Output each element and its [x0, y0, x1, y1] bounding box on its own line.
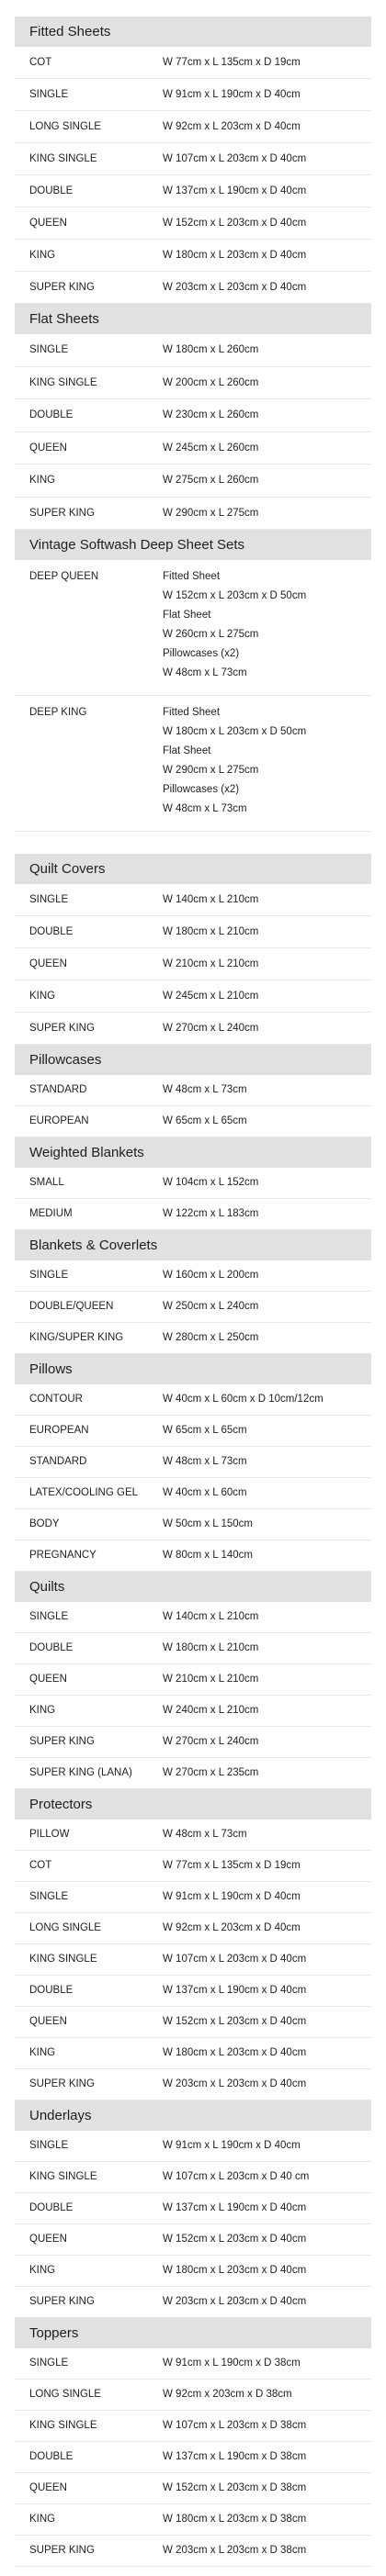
size-label: CONTOUR: [29, 1394, 83, 1405]
size-label: PREGNANCY: [29, 1550, 96, 1561]
size-dimensions: W 245cm x L 210cm: [163, 991, 259, 1002]
size-dimensions: W 152cm x L 203cm x D 40cm: [163, 218, 307, 229]
table-row: [15, 2287, 371, 2318]
size-dimensions: W 180cm x L 203cm x D 38cm: [163, 2514, 307, 2525]
table-row: [15, 1416, 371, 1447]
size-dimensions: W 50cm x L 150cm: [163, 1518, 253, 1529]
table-row: [15, 2131, 371, 2162]
size-dimensions: W 92cm x L 203cm x D 40cm: [163, 1922, 301, 1933]
table-row: [15, 1260, 371, 1292]
section-quilts: [15, 1572, 371, 1789]
table-row: [15, 79, 371, 111]
size-label: QUEEN: [29, 2234, 67, 2245]
size-label: LONG SINGLE: [29, 121, 101, 132]
size-dimensions: W 203cm x L 203cm x D 38cm: [163, 2545, 307, 2556]
size-label: KING: [29, 2047, 56, 2058]
size-dimensions: W 280cm x L 250cm: [163, 1332, 259, 1343]
table-row: [15, 1292, 371, 1323]
size-label: SUPER KING: [29, 2296, 95, 2307]
table-row: [15, 1075, 371, 1106]
size-dimensions: W 91cm x L 190cm x D 40cm: [163, 1891, 301, 1902]
size-dimensions: W 152cm x L 203cm x D 38cm: [163, 2482, 307, 2493]
size-dimensions: W 107cm x L 203cm x D 40 cm: [163, 2171, 310, 2182]
size-label: LONG SINGLE: [29, 2389, 101, 2400]
size-dimensions: W 65cm x L 65cm: [163, 1425, 247, 1436]
size-dimensions: W 160cm x L 200cm: [163, 1270, 259, 1281]
size-label: DOUBLE: [29, 2451, 74, 2462]
dimension-line: W 180cm x L 203cm x D 50cm: [163, 726, 307, 737]
table-row: [15, 2007, 371, 2038]
size-label: LATEX/COOLING GEL: [29, 1487, 139, 1498]
size-dimensions: W 77cm x L 135cm x D 19cm: [163, 57, 301, 68]
section-title: Quilts: [15, 1572, 371, 1602]
size-dimensions: [163, 560, 371, 695]
size-dimensions: W 152cm x L 203cm x D 40cm: [163, 2234, 307, 2245]
size-dimensions: W 40cm x L 60cm x D 10cm/12cm: [163, 1394, 324, 1405]
section-toppers: [15, 2318, 371, 2567]
size-dimensions: W 137cm x L 190cm x D 38cm: [163, 2451, 307, 2462]
size-label: SINGLE: [29, 89, 69, 100]
dimension-line: Flat Sheet: [163, 610, 211, 621]
size-dimensions: W 122cm x L 183cm: [163, 1208, 259, 1219]
dimension-line: W 152cm x L 203cm x D 50cm: [163, 590, 307, 601]
size-label: DOUBLE/QUEEN: [29, 1301, 114, 1312]
dimension-line: W 260cm x L 275cm: [163, 629, 259, 640]
section-title: Flat Sheets: [15, 304, 371, 334]
size-dimensions: W 107cm x L 203cm x D 40cm: [163, 153, 307, 164]
table-row: [15, 1913, 371, 1944]
size-dimensions: W 180cm x L 210cm: [163, 1642, 259, 1653]
table-row: [15, 2256, 371, 2287]
table-row: [15, 334, 371, 367]
size-label: KING SINGLE: [29, 2420, 97, 2431]
size-label: QUEEN: [29, 2482, 67, 2493]
size-label: KING: [29, 1705, 56, 1716]
size-dimensions: W 107cm x L 203cm x D 38cm: [163, 2420, 307, 2431]
size-label: EUROPEAN: [29, 1115, 89, 1126]
size-label: SINGLE: [29, 344, 69, 355]
section-title: Blankets & Coverlets: [15, 1230, 371, 1260]
table-row: [15, 272, 371, 304]
size-dimensions: W 180cm x L 203cm x D 40cm: [163, 250, 307, 261]
size-dimensions: W 270cm x L 240cm: [163, 1736, 259, 1747]
size-label: COT: [29, 1860, 52, 1871]
size-label: KING: [29, 2514, 56, 2525]
table-row: [15, 47, 371, 79]
table-row: [15, 1820, 371, 1851]
size-dimensions: W 180cm x L 203cm x D 40cm: [163, 2265, 307, 2276]
table-row: [15, 1851, 371, 1882]
size-dimensions: W 270cm x L 235cm: [163, 1767, 259, 1778]
table-row: [15, 2380, 371, 2411]
size-label: DOUBLE: [29, 2202, 74, 2213]
size-dimensions: W 230cm x L 260cm: [163, 409, 259, 420]
table-row: [15, 2442, 371, 2473]
section-pillowcases: [15, 1045, 371, 1137]
table-row: [15, 207, 371, 240]
size-label: SUPER KING: [29, 1736, 95, 1747]
section-title: Weighted Blankets: [15, 1137, 371, 1168]
size-dimensions: W 80cm x L 140cm: [163, 1550, 253, 1561]
size-label: SUPER KING: [29, 1023, 95, 1034]
table-row: [15, 399, 371, 432]
size-label: SINGLE: [29, 2140, 69, 2151]
table-row: [15, 1323, 371, 1354]
table-row: [15, 980, 371, 1013]
table-row: [15, 2348, 371, 2380]
size-label: KING: [29, 250, 56, 261]
size-label: KING SINGLE: [29, 2171, 97, 2182]
size-dimensions: W 48cm x L 73cm: [163, 1084, 247, 1095]
size-label: SUPER KING: [29, 2545, 95, 2556]
section-title: Protectors: [15, 1789, 371, 1820]
size-label: LONG SINGLE: [29, 1922, 101, 1933]
table-row: [15, 1758, 371, 1789]
section-protectors: [15, 1789, 371, 2100]
size-label: SINGLE: [29, 1270, 69, 1281]
size-dimensions: W 140cm x L 210cm: [163, 1611, 259, 1622]
size-dimensions: W 210cm x L 210cm: [163, 958, 259, 969]
size-dimensions: W 77cm x L 135cm x D 19cm: [163, 1860, 301, 1871]
size-dimensions: W 180cm x L 210cm: [163, 926, 259, 937]
size-dimensions: W 48cm x L 73cm: [163, 1829, 247, 1840]
size-dimensions: W 210cm x L 210cm: [163, 1674, 259, 1685]
size-label: SUPER KING: [29, 282, 95, 293]
section-title: Toppers: [15, 2318, 371, 2348]
table-row: [15, 1199, 371, 1230]
table-row: [15, 432, 371, 465]
size-dimensions: W 40cm x L 60cm: [163, 1487, 247, 1498]
size-label: PILLOW: [29, 1829, 70, 1840]
size-label: QUEEN: [29, 2016, 67, 2027]
table-row: [15, 1106, 371, 1137]
size-dimensions: W 203cm x L 203cm x D 40cm: [163, 2296, 307, 2307]
size-label: MEDIUM: [29, 1208, 73, 1219]
size-dimensions: W 200cm x L 260cm: [163, 376, 259, 388]
table-row: [15, 465, 371, 498]
section-blankets-and-coverlets: [15, 1230, 371, 1354]
table-row: [15, 696, 371, 832]
size-dimensions: W 245cm x L 260cm: [163, 442, 259, 454]
table-row: [15, 143, 371, 175]
table-row: [15, 948, 371, 980]
size-label: SINGLE: [29, 894, 69, 905]
size-label: QUEEN: [29, 218, 67, 229]
table-row: [15, 1727, 371, 1758]
table-row: [15, 2504, 371, 2536]
table-row: [15, 560, 371, 696]
size-label: SUPER KING: [29, 2078, 95, 2089]
dimension-line: Flat Sheet: [163, 745, 211, 756]
table-row: [15, 1602, 371, 1633]
table-row: [15, 367, 371, 400]
table-row: [15, 2038, 371, 2069]
size-dimensions: W 104cm x L 152cm: [163, 1177, 259, 1188]
dimension-line: W 48cm x L 73cm: [163, 667, 247, 678]
size-label: KING SINGLE: [29, 376, 97, 388]
size-label: EUROPEAN: [29, 1425, 89, 1436]
table-row: [15, 498, 371, 531]
section-vintage-softwash-deep-sheet-sets: [15, 530, 371, 832]
size-label: DOUBLE: [29, 409, 74, 420]
table-row: [15, 1696, 371, 1727]
size-dimensions: W 240cm x L 210cm: [163, 1705, 259, 1716]
table-row: [15, 1976, 371, 2007]
size-label: QUEEN: [29, 1674, 67, 1685]
table-row: [15, 2411, 371, 2442]
size-dimensions: W 152cm x L 203cm x D 40cm: [163, 2016, 307, 2027]
size-label: STANDARD: [29, 1456, 87, 1467]
dimension-line: W 290cm x L 275cm: [163, 765, 259, 776]
table-row: [15, 1944, 371, 1976]
section-title: Pillows: [15, 1354, 371, 1384]
table-row: [15, 2224, 371, 2256]
size-label: QUEEN: [29, 958, 67, 969]
table-row: [15, 111, 371, 143]
table-row: [15, 1509, 371, 1540]
size-label: SMALL: [29, 1177, 64, 1188]
table-row: [15, 2069, 371, 2100]
section-weighted-blankets: [15, 1137, 371, 1230]
section-underlays: [15, 2100, 371, 2318]
size-dimensions: W 180cm x L 260cm: [163, 344, 259, 355]
size-label: DEEP QUEEN: [29, 571, 99, 582]
table-row: [15, 916, 371, 948]
table-row: [15, 2473, 371, 2504]
size-label: KING/SUPER KING: [29, 1332, 124, 1343]
table-row: [15, 1540, 371, 1572]
size-dimensions: W 137cm x L 190cm x D 40cm: [163, 1985, 307, 1996]
size-label: KING: [29, 991, 56, 1002]
size-dimensions: W 65cm x L 65cm: [163, 1115, 247, 1126]
size-dimensions: W 48cm x L 73cm: [163, 1456, 247, 1467]
table-row: [15, 1478, 371, 1509]
size-dimensions: W 137cm x L 190cm x D 40cm: [163, 2202, 307, 2213]
size-dimensions: W 140cm x L 210cm: [163, 894, 259, 905]
size-dimensions: W 275cm x L 260cm: [163, 475, 259, 486]
size-dimensions: W 250cm x L 240cm: [163, 1301, 259, 1312]
size-dimensions: W 180cm x L 203cm x D 40cm: [163, 2047, 307, 2058]
dimension-line: Fitted Sheet: [163, 707, 221, 718]
size-label: SINGLE: [29, 1891, 69, 1902]
section-title: Underlays: [15, 2100, 371, 2131]
size-dimensions: W 137cm x L 190cm x D 40cm: [163, 185, 307, 196]
section-title: Pillowcases: [15, 1045, 371, 1075]
table-row: [15, 1168, 371, 1199]
size-dimensions: W 92cm x 203cm x D 38cm: [163, 2389, 292, 2400]
size-dimensions: W 92cm x L 203cm x D 40cm: [163, 121, 301, 132]
dimension-line: Pillowcases (x2): [163, 648, 240, 659]
section-fitted-sheets: [15, 17, 371, 304]
table-row: [15, 1633, 371, 1664]
size-label: DEEP KING: [29, 707, 87, 718]
size-label: STANDARD: [29, 1084, 87, 1095]
section-flat-sheets: [15, 304, 371, 530]
size-label: BODY: [29, 1518, 60, 1529]
table-row: [15, 1664, 371, 1696]
size-label: DOUBLE: [29, 1642, 74, 1653]
table-row: [15, 2162, 371, 2193]
size-dimensions: W 91cm x L 190cm x D 40cm: [163, 2140, 301, 2151]
size-dimensions: W 91cm x L 190cm x D 40cm: [163, 89, 301, 100]
size-dimensions: W 91cm x L 190cm x D 38cm: [163, 2358, 301, 2369]
size-label: DOUBLE: [29, 1985, 74, 1996]
section-spacer: [15, 832, 371, 854]
section-pillows: [15, 1354, 371, 1572]
table-row: [15, 1882, 371, 1913]
table-row: [15, 2536, 371, 2567]
dimension-line: W 48cm x L 73cm: [163, 803, 247, 814]
size-label: COT: [29, 57, 52, 68]
size-label: SINGLE: [29, 1611, 69, 1622]
table-row: [15, 1447, 371, 1478]
size-dimensions: W 270cm x L 240cm: [163, 1023, 259, 1034]
table-row: [15, 1013, 371, 1045]
size-label: KING SINGLE: [29, 153, 97, 164]
table-row: [15, 2193, 371, 2224]
section-title: Quilt Covers: [15, 854, 371, 884]
size-dimensions: W 107cm x L 203cm x D 40cm: [163, 1954, 307, 1965]
dimension-line: Fitted Sheet: [163, 571, 221, 582]
dimension-line: Pillowcases (x2): [163, 784, 240, 795]
size-label: SUPER KING (LANA): [29, 1767, 132, 1778]
size-dimensions: W 203cm x L 203cm x D 40cm: [163, 282, 307, 293]
section-quilt-covers: [15, 854, 371, 1045]
size-label: DOUBLE: [29, 185, 74, 196]
table-row: [15, 884, 371, 916]
size-label: KING: [29, 475, 56, 486]
size-dimensions: W 290cm x L 275cm: [163, 507, 259, 519]
size-dimensions: [163, 696, 371, 831]
size-label: KING SINGLE: [29, 1954, 97, 1965]
size-label: KING: [29, 2265, 56, 2276]
size-dimensions: W 203cm x L 203cm x D 40cm: [163, 2078, 307, 2089]
table-row: [15, 1384, 371, 1416]
section-title: Vintage Softwash Deep Sheet Sets: [15, 530, 371, 560]
size-label: SINGLE: [29, 2358, 69, 2369]
section-title: Fitted Sheets: [15, 17, 371, 47]
size-label: SUPER KING: [29, 507, 95, 519]
size-label: QUEEN: [29, 442, 67, 454]
table-row: [15, 175, 371, 207]
table-row: [15, 240, 371, 272]
size-label: DOUBLE: [29, 926, 74, 937]
